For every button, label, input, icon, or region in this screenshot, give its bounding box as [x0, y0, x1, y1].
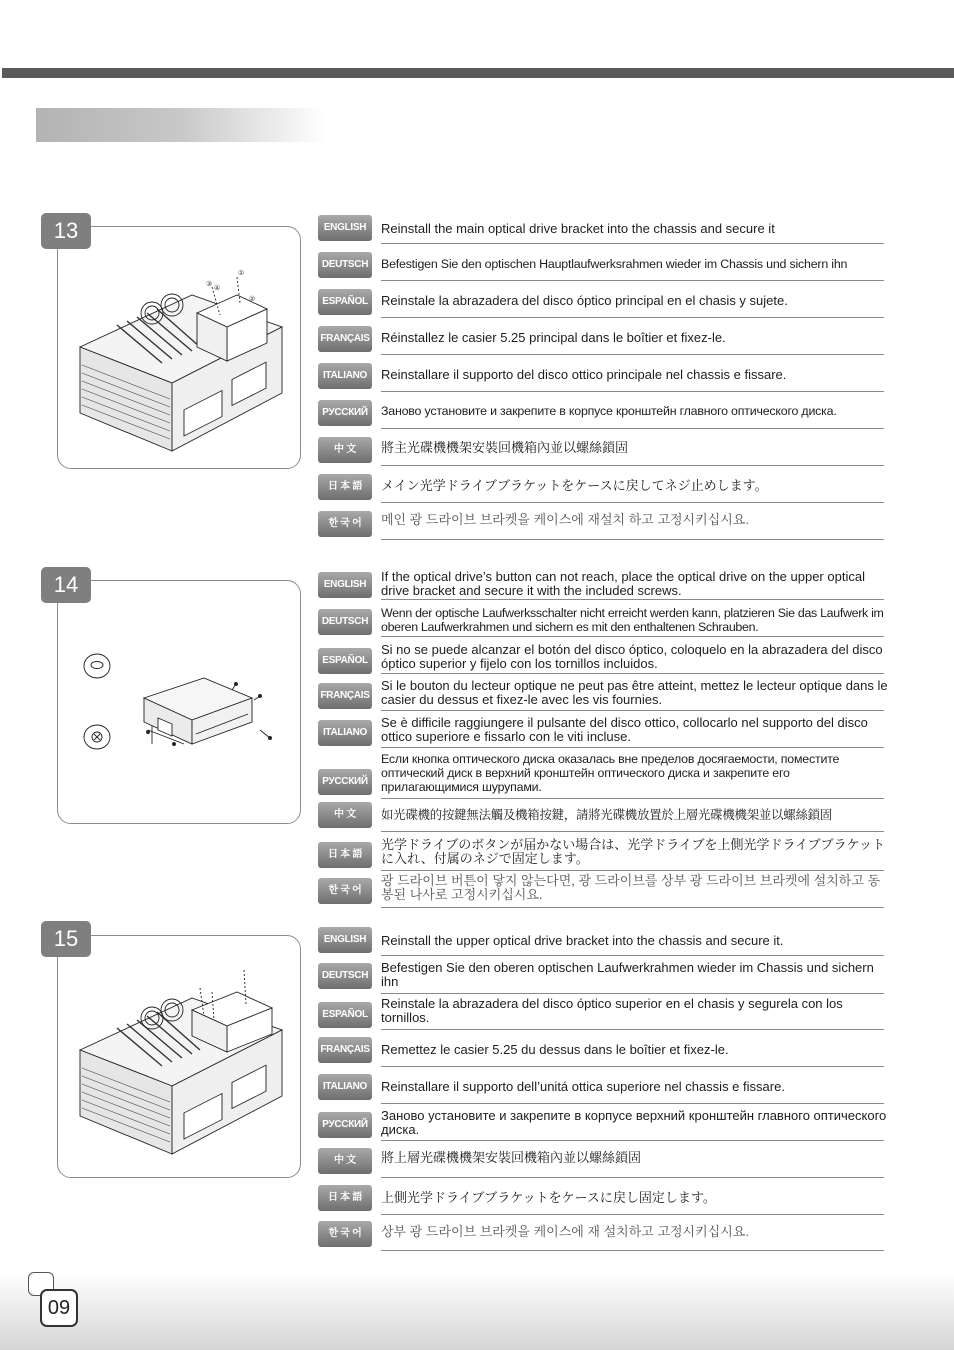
- chassis-illustration-step-15: [72, 968, 292, 1158]
- row-divider: [381, 354, 884, 355]
- row-divider: [381, 798, 884, 799]
- row-divider: [381, 1103, 884, 1104]
- instruction-text: Reinstale la abrazadera del disco óptico principal en el chasis y sujete.: [381, 293, 788, 308]
- instruction-text: If the optical drive’s button can not reach, place the optical drive on the upper optical drive bracket and secure it with the included screws.: [381, 569, 865, 598]
- row-divider: [381, 1140, 884, 1141]
- optical-drive-illustration-step-14: [76, 640, 286, 770]
- lang-badge-russian: РУССКИЙ: [318, 1112, 372, 1138]
- instruction-text: Reinstallare il supporto dell’unitá ottica superiore nel chassis e fissare.: [381, 1079, 785, 1094]
- lang-badge-espanol: ESPAÑOL: [318, 1002, 372, 1028]
- step-15-number: 15: [41, 921, 91, 957]
- instruction-text: Reinstall the main optical drive bracket into the chassis and secure it: [381, 221, 775, 236]
- instruction-text: Если кнопка оптического диска оказалась вне пределов досягаемости, поместите оптический диск в верхний кронштейн оптического диска и закрепите его прилагающимися шурупами.: [381, 752, 840, 794]
- row-divider: [381, 955, 884, 956]
- lang-badge-russian: РУССКИЙ: [318, 400, 372, 426]
- callout-4: ④: [214, 284, 221, 292]
- lang-badge-korean: 한 국 어: [318, 1221, 372, 1247]
- row-divider: [381, 428, 884, 429]
- lang-badge-espanol: ESPAÑOL: [318, 289, 372, 315]
- lang-badge-english: ENGLISH: [318, 572, 372, 598]
- lang-badge-deutsch: DEUTSCH: [318, 609, 372, 635]
- instruction-text: Заново установите и закрепите в корпусе верхний кронштейн главного оптического диска.: [381, 1108, 887, 1137]
- lang-badge-japanese: 日 本 語: [318, 1185, 372, 1211]
- instruction-text: 상부 광 드라이브 브라켓을 케이스에 재 설치하고 고정시키십시요.: [381, 1224, 749, 1239]
- instruction-text: 光学ドライブのボタンが届かない場合は、光学ドライブを上側光学ドライブブラケットに入れ、付属のネジで固定します。: [381, 837, 886, 866]
- instruction-text: Reinstall the upper optical drive bracket into the chassis and secure it.: [381, 933, 784, 948]
- instruction-text: Reinstale la abrazadera del disco óptico superior en el chasis y segurela con los tornillos.: [381, 996, 843, 1025]
- instruction-text: 將上層光碟機機架安裝回機箱內並以螺絲鎖固: [381, 1150, 642, 1165]
- section-header-bar: [36, 108, 326, 142]
- row-divider: [381, 993, 884, 994]
- instruction-text: 將主光碟機機架安裝回機箱內並以螺絲鎖固: [381, 440, 629, 455]
- callout-3: ③: [206, 280, 213, 288]
- row-divider: [381, 1066, 884, 1067]
- row-divider: [381, 1177, 884, 1178]
- row-divider: [381, 599, 884, 600]
- top-rule: [2, 68, 954, 78]
- instruction-text: Se è difficile raggiungere il pulsante del disco ottico, collocarlo nel supporto del disco ottico superiore e fissarlo con le viti incluse.: [381, 715, 868, 744]
- lang-badge-francais: FRANÇAIS: [318, 326, 372, 352]
- row-divider: [381, 502, 884, 503]
- lang-badge-deutsch: DEUTSCH: [318, 252, 372, 278]
- lang-badge-japanese: 日 本 語: [318, 842, 372, 868]
- callout-1: ①: [238, 269, 245, 277]
- step-14-number: 14: [41, 567, 91, 603]
- lang-badge-francais: FRANÇAIS: [318, 1037, 372, 1063]
- instruction-text: Wenn der optische Laufwerksschalter nicht erreicht werden kann, platzieren Sie das Laufwerk im oberen Laufwerkrahmen und sichern es mit den enthaltenen Schrauben.: [381, 606, 884, 634]
- lang-badge-italiano: ITALIANO: [318, 720, 372, 746]
- lang-badge-italiano: ITALIANO: [318, 1074, 372, 1100]
- instruction-text: メイン光学ドライブブラケットをケースに戻してネジ止めします。: [381, 478, 768, 493]
- row-divider: [381, 280, 884, 281]
- row-divider: [381, 1250, 884, 1251]
- lang-badge-francais: FRANÇAIS: [318, 683, 372, 709]
- instruction-text: Si le bouton du lecteur optique ne peut pas être atteint, mettez le lecteur optique dans le casier du dessus et fixez-le avec les vis fournies.: [381, 678, 888, 707]
- row-divider: [381, 907, 884, 908]
- lang-badge-korean: 한 국 어: [318, 878, 372, 904]
- instruction-text: Заново установите и закрепите в корпусе кронштейн главного оптического диска.: [381, 404, 837, 418]
- row-divider: [381, 539, 884, 540]
- lang-badge-espanol: ESPAÑOL: [318, 648, 372, 674]
- instruction-text: Befestigen Sie den oberen optischen Laufwerkrahmen wieder im Chassis und sichern ihn: [381, 960, 874, 989]
- instruction-text: 메인 광 드라이브 브라켓을 케이스에 재설치 하고 고정시키십시요.: [381, 512, 749, 527]
- callout-2: ②: [249, 295, 256, 303]
- lang-badge-chinese: 中 文: [318, 1148, 372, 1174]
- instruction-text: Befestigen Sie den optischen Hauptlaufwerksrahmen wieder im Chassis und sichern ihn: [381, 257, 848, 271]
- row-divider: [381, 673, 884, 674]
- instruction-text: 上側光学ドライブブラケットをケースに戻し固定します。: [381, 1190, 716, 1205]
- row-divider: [381, 636, 884, 637]
- instruction-text: Remettez le casier 5.25 du dessus dans le boîtier et fixez-le.: [381, 1042, 729, 1057]
- lang-badge-italiano: ITALIANO: [318, 363, 372, 389]
- row-divider: [381, 391, 884, 392]
- lang-badge-korean: 한 국 어: [318, 511, 372, 537]
- row-divider: [381, 831, 884, 832]
- row-divider: [381, 710, 884, 711]
- chassis-illustration-step-13: [72, 265, 292, 455]
- instruction-text: Réinstallez le casier 5.25 principal dans le boîtier et fixez-le.: [381, 330, 726, 345]
- row-divider: [381, 870, 884, 871]
- lang-badge-russian: РУССКИЙ: [318, 769, 372, 795]
- instruction-text: Si no se puede alcanzar el botón del disco óptico, coloquelo en la abrazadera del disco óptico superior y fijelo con los tornillos incluidos.: [381, 642, 883, 671]
- instruction-text: 如光碟機的按鍵無法觸及機箱按鍵，請將光碟機放置於上層光碟機機架並以螺絲鎖固: [381, 808, 833, 822]
- instruction-text: Reinstallare il supporto del disco ottico principale nel chassis e fissare.: [381, 367, 787, 382]
- instruction-text: 광 드라이브 버튼이 닿지 않는다면, 광 드라이브를 상부 광 드라이브 브라켓에 설치하고 동봉된 나사로 고정시키십시요.: [381, 873, 881, 902]
- row-divider: [381, 243, 884, 244]
- row-divider: [381, 1214, 884, 1215]
- row-divider: [381, 317, 884, 318]
- lang-badge-english: ENGLISH: [318, 927, 372, 953]
- lang-badge-chinese: 中 文: [318, 437, 372, 463]
- lang-badge-english: ENGLISH: [318, 215, 372, 241]
- step-13-number: 13: [41, 213, 91, 249]
- row-divider: [381, 747, 884, 748]
- lang-badge-chinese: 中 文: [318, 802, 372, 828]
- lang-badge-deutsch: DEUTSCH: [318, 963, 372, 989]
- lang-badge-japanese: 日 本 語: [318, 474, 372, 500]
- page-number: 09: [40, 1289, 78, 1327]
- footer-band: [0, 1272, 954, 1350]
- row-divider: [381, 465, 884, 466]
- row-divider: [381, 1029, 884, 1030]
